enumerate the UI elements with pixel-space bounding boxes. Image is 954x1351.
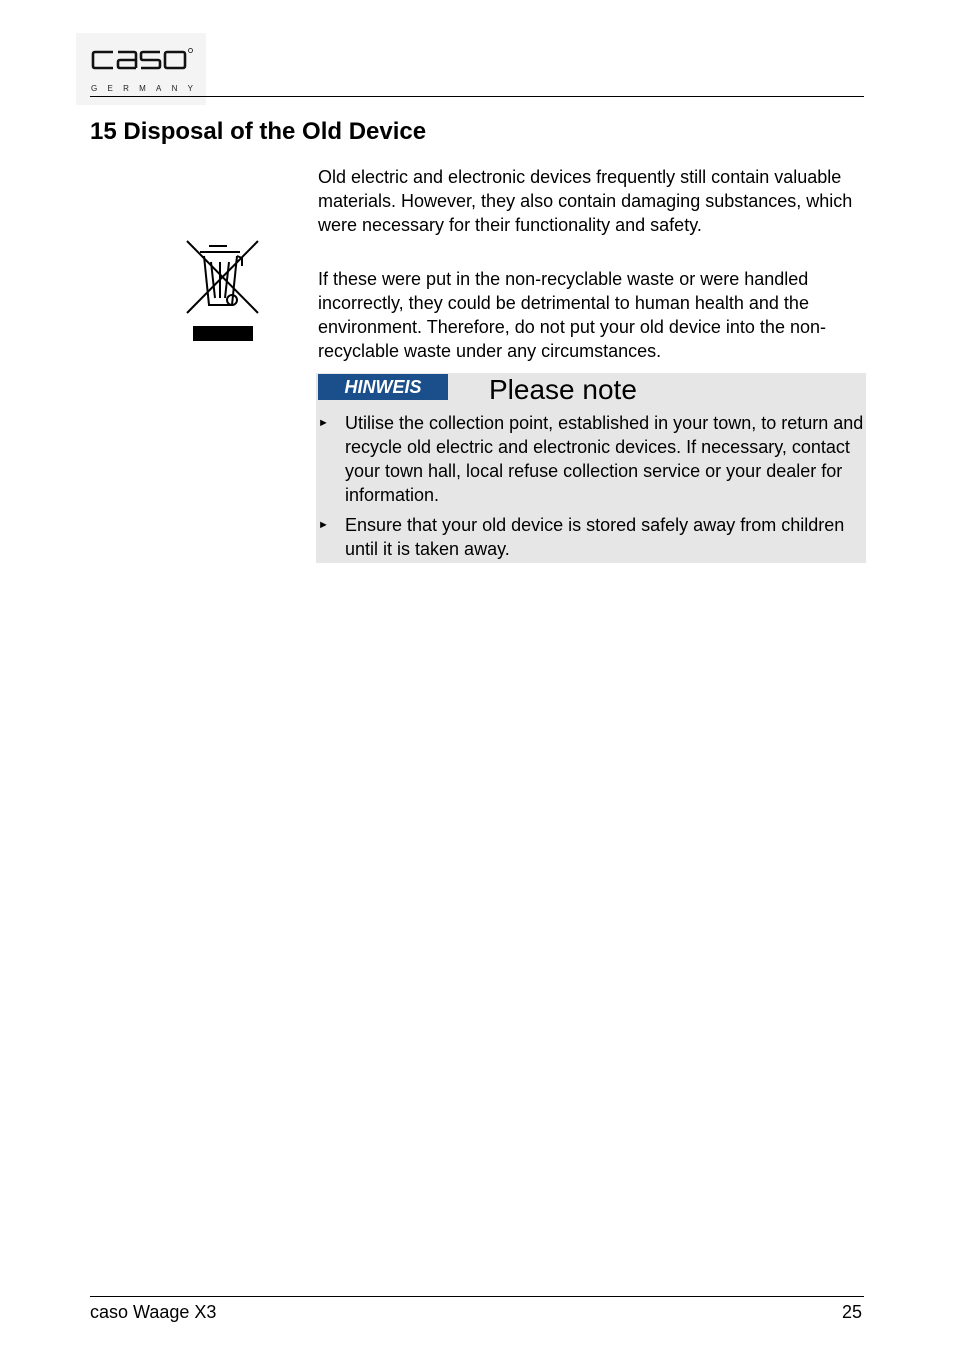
- intro-paragraph: Old electric and electronic devices frequently still contain valuable materials. However, they also contain damaging substances, which were necessary for their functionality and safety.: [318, 167, 853, 235]
- bullet-arrow-icon: ►: [318, 417, 329, 429]
- section-heading: 15 Disposal of the Old Device: [90, 118, 427, 145]
- footer-product: caso Waage X3: [90, 1302, 217, 1322]
- hinweis-badge: HINWEIS: [318, 374, 448, 400]
- note-item-text: Ensure that your old device is stored safely away from children until it is taken away.: [345, 515, 845, 559]
- svg-text:GERMANY: GERMANY: [91, 84, 193, 93]
- page-number: 25: [841, 1302, 862, 1322]
- bullet-arrow-icon: ►: [318, 519, 329, 531]
- warning-paragraph: If these were put in the non-recyclable waste or were handled incorrectly, they could be detrimental to human health and the environment. Therefore, do not put your old device into the non-recyclable waste under any circumstances.: [318, 269, 826, 361]
- note-list-item: [318, 411, 866, 507]
- note-item-text: Utilise the collection point, established in your town, to return and recycle old electric and electronic devices. If necessary, contact your town hall, local refuse collection service or your dealer for information.: [345, 413, 864, 505]
- header-rule: [90, 96, 864, 97]
- note-title: Please note: [489, 374, 637, 405]
- footer-rule: [90, 1296, 864, 1297]
- crossed-out-wheelie-bin-icon: [184, 238, 262, 344]
- note-list-item: [318, 513, 866, 561]
- caso-germany-logo: [76, 33, 206, 105]
